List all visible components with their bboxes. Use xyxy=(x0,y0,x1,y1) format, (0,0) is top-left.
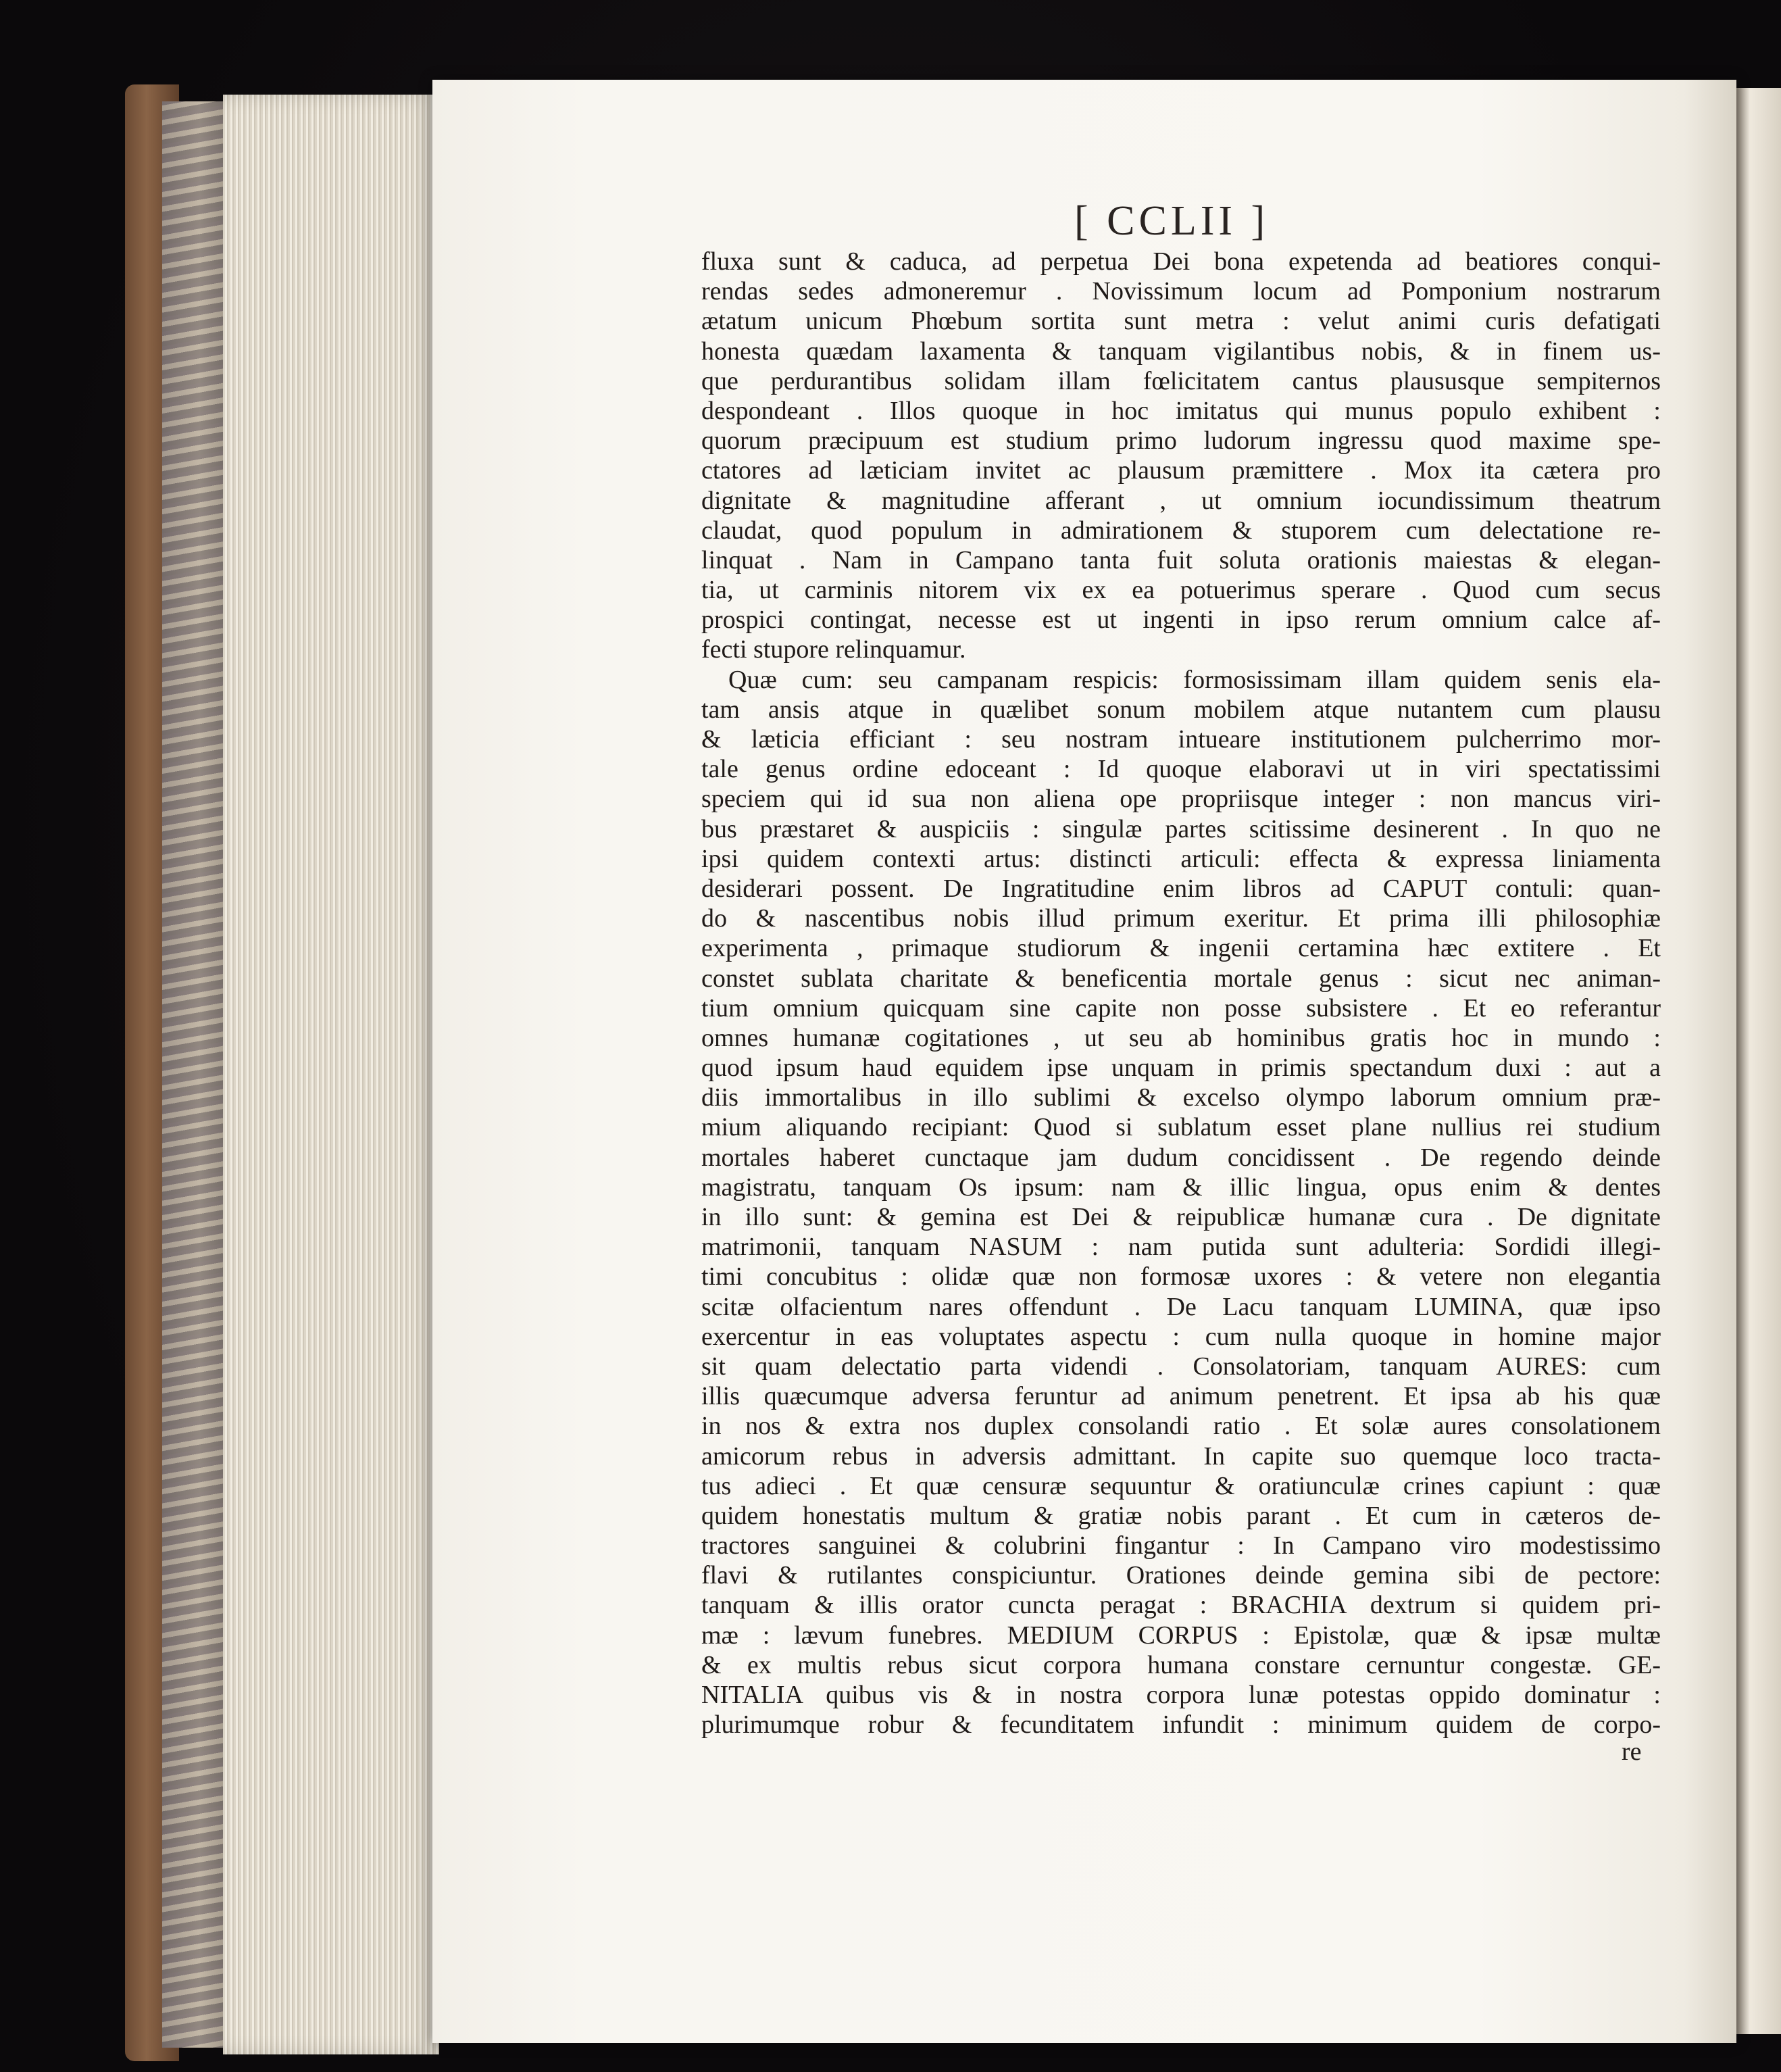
catchword: re xyxy=(1622,1737,1642,1766)
text-line: quidem honestatis multum & gratiæ nobis parant . Et cum in cæteros de- xyxy=(701,1501,1661,1530)
page-block-edge xyxy=(223,95,439,2054)
text-line: tia, ut carminis nitorem vix ex ea potuerimus sperare . Quod cum secus xyxy=(701,576,1661,605)
text-line: linquat . Nam in Campano tanta fuit soluta orationis maiestas & elegan- xyxy=(701,545,1661,574)
body-text xyxy=(701,247,1661,1740)
text-line: diis immortalibus in illo sublimi & excelso olympo laborum omnium præ- xyxy=(701,1083,1661,1112)
text-line: quorum præcipuum est studium primo ludorum ingressu quod maxime spe- xyxy=(701,426,1661,455)
text-line: fecti stupore relinquamur. xyxy=(701,635,966,664)
text-line: tium omnium quicquam sine capite non posse subsistere . Et eo referantur xyxy=(701,993,1661,1022)
text-line: omnes humanæ cogitationes , ut seu ab hominibus gratis hoc in mundo : xyxy=(701,1023,1661,1052)
text-line: mortales haberet cunctaque jam dudum concidissent . De regendo deinde xyxy=(701,1143,1661,1172)
text-line: plurimumque robur & fecunditatem infundit : minimum quidem de corpo- xyxy=(701,1710,1661,1740)
text-line: prospici contingat, necesse est ut ingenti in ipso rerum omnium calce af- xyxy=(701,606,1661,635)
text-line: ipsi quidem contexti artus: distincti articuli: effecta & expressa liniamenta xyxy=(701,844,1661,873)
text-line: Quæ cum: seu campanam respicis: formosissimam illam quidem senis ela- xyxy=(728,665,1661,694)
text-line: claudat, quod populum in admirationem & stuporem cum delectatione re- xyxy=(701,516,1661,545)
text-line: ctatores ad læticiam invitet ac plausum præmittere . Mox ita cætera pro xyxy=(701,456,1661,485)
text-line: do & nascentibus nobis illud primum exeritur. Et prima illi philosophiæ xyxy=(701,904,1661,933)
text-line: ætatum unicum Phœbum sortita sunt metra : velut animi curis defatigati xyxy=(701,307,1661,336)
text-line: in illo sunt: & gemina est Dei & reipublicæ humanæ cura . De dignitate xyxy=(701,1203,1661,1231)
text-line: flavi & rutilantes conspiciuntur. Orationes deinde gemina sibi de pectore: xyxy=(701,1561,1661,1590)
text-line: tus adieci . Et quæ censuræ sequuntur & oratiunculæ crines capiunt : quæ xyxy=(701,1471,1661,1500)
text-line: speciem qui id sua non aliena ope propriisque integer : non mancus viri- xyxy=(701,785,1661,814)
text-line: exercentur in eas voluptates aspectu : cum nulla quoque in homine major xyxy=(701,1322,1661,1351)
text-line: constet sublata charitate & beneficentia mortale genus : sicut nec animan- xyxy=(701,964,1661,993)
text-line: desiderari possent. De Ingratitudine enim libros ad CAPUT contuli: quan- xyxy=(701,874,1661,903)
text-line: magistratu, tanquam Os ipsum: nam & illic lingua, opus enim & dentes xyxy=(701,1173,1661,1202)
text-line: tale genus ordine edoceant : Id quoque elaboravi ut in viri spectatissimi xyxy=(701,755,1661,784)
text-line: timi concubitus : olidæ quæ non formosæ uxores : & vetere non elegantia xyxy=(701,1262,1661,1291)
text-line: fluxa sunt & caduca, ad perpetua Dei bona expetenda ad beatiores conqui- xyxy=(701,247,1661,276)
text-line: tractores sanguinei & colubrini fingantur : In Campano viro modestissimo xyxy=(701,1531,1661,1560)
text-line: que perdurantibus solidam illam fœlicitatem cantus plaususque sempiternos xyxy=(701,366,1661,395)
text-line: despondeant . Illos quoque in hoc imitatus qui munus populo exhibent : xyxy=(701,396,1661,425)
text-line: NITALIA quibus vis & in nostra corpora lunæ potestas oppido dominatur : xyxy=(701,1681,1661,1709)
text-line: rendas sedes admoneremur . Novissimum locum ad Pomponium nostrarum xyxy=(701,277,1661,306)
text-line: quod ipsum haud equidem ipse unquam in primis spectandum duxi : aut a xyxy=(701,1054,1661,1083)
text-line: mæ : lævum funebres. MEDIUM CORPUS : Epistolæ, quæ & ipsæ multæ xyxy=(701,1621,1661,1650)
text-line: experimenta , primaque studiorum & ingenii certamina hæc extitere . Et xyxy=(701,934,1661,963)
text-line: sit quam delectatio parta videndi . Consolatoriam, tanquam AURES: cum xyxy=(701,1352,1661,1381)
text-line: scitæ olfacientum nares offendunt . De Lacu tanquam LUMINA, quæ ipso xyxy=(701,1292,1661,1321)
text-line: bus præstaret & auspiciis : singulæ partes scitissime desinerent . In quo ne xyxy=(701,814,1661,843)
text-line: dignitate & magnitudine afferant , ut omnium iocundissimum theatrum xyxy=(701,486,1661,515)
text-line: tanquam & illis orator cuncta peragat : BRACHIA dextrum si quidem pri- xyxy=(701,1591,1661,1620)
text-line: matrimonii, tanquam NASUM : nam putida sunt adulteria: Sordidi illegi- xyxy=(701,1233,1661,1262)
text-line: honesta quædam laxamenta & tanquam vigilantibus nobis, & in finem us- xyxy=(701,337,1661,366)
text-line: mium aliquando recipiant: Quod si sublatum esset plane nullius rei studium xyxy=(701,1113,1661,1142)
text-line: illis quæcumque adversa feruntur ad animum penetrent. Et ipsa ab his quæ xyxy=(701,1382,1661,1411)
facing-leaf-edge xyxy=(1736,88,1781,2034)
text-line: & ex multis rebus sicut corpora humana constare cernuntur congestæ. GE- xyxy=(701,1650,1661,1679)
running-head: [ CCLII ] xyxy=(1074,198,1270,244)
text-line: amicorum rebus in adversis admittant. In capite suo quemque loco tracta- xyxy=(701,1441,1661,1471)
text-line: & læticia efficiant : seu nostram intueare institutionem pulcherrimo mor- xyxy=(701,725,1661,754)
text-line: in nos & extra nos duplex consolandi ratio . Et solæ aures consolationem xyxy=(701,1412,1661,1441)
text-line: tam ansis atque in quælibet sonum mobilem atque nutantem cum plausu xyxy=(701,695,1661,724)
